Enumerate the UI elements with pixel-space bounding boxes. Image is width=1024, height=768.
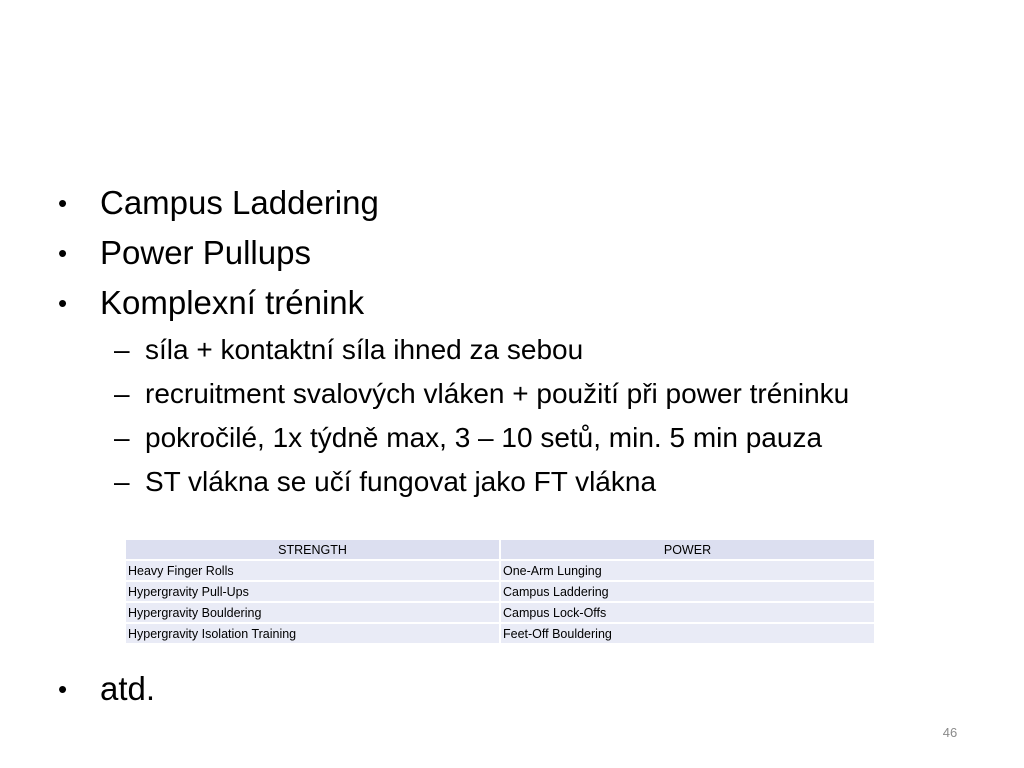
sub-bullet-item [56,460,1016,504]
sub-bullet-text: pokročilé, 1x týdně max, 3 – 10 setů, min. 5 min pauza [145,422,823,453]
sub-bullet-item [56,328,1016,372]
table-cell: Campus Laddering [500,581,875,602]
sub-bullet-item [56,416,1016,460]
table-cell: Campus Lock-Offs [500,602,875,623]
bullet-item [56,278,1016,328]
bullet-text: atd. [100,670,156,707]
bullet-text: Komplexní trénink [100,284,365,321]
table-header-power: POWER [500,539,875,560]
sub-bullet-item [56,372,1016,416]
training-table-container [124,538,876,645]
table-cell: Hypergravity Pull-Ups [125,581,500,602]
table-cell: Hypergravity Isolation Training [125,623,500,644]
table-row [125,623,875,644]
bullet-marker: • [58,288,68,318]
table-cell: Hypergravity Bouldering [125,602,500,623]
sub-bullet-text: síla + kontaktní síla ihned za sebou [145,334,584,365]
bullet-item [56,178,1016,228]
page-number: 46 [942,725,958,740]
final-bullet-list [56,664,1016,714]
bullet-marker: • [58,238,68,268]
sub-bullet-text: ST vlákna se učí fungovat jako FT vlákna [145,466,657,497]
table-row [125,602,875,623]
sub-bullet-marker: – [114,466,130,497]
bullet-marker: • [58,674,68,704]
table-header-row [125,539,875,560]
sub-bullet-marker: – [114,334,130,365]
sub-bullet-text: recruitment svalových vláken + použití při power tréninku [145,378,850,409]
table-cell: Feet-Off Bouldering [500,623,875,644]
sub-bullet-marker: – [114,422,130,453]
bullet-text: Campus Laddering [100,184,379,221]
table-cell: Heavy Finger Rolls [125,560,500,581]
bullet-text: Power Pullups [100,234,311,271]
table-cell: One-Arm Lunging [500,560,875,581]
bullet-item [56,228,1016,278]
training-table [124,538,876,645]
table-header-strength: STRENGTH [125,539,500,560]
bullet-item [56,664,1016,714]
table-row [125,560,875,581]
table-row [125,581,875,602]
bullet-marker: • [58,188,68,218]
sub-bullet-marker: – [114,378,130,409]
bullet-list [56,178,1016,504]
